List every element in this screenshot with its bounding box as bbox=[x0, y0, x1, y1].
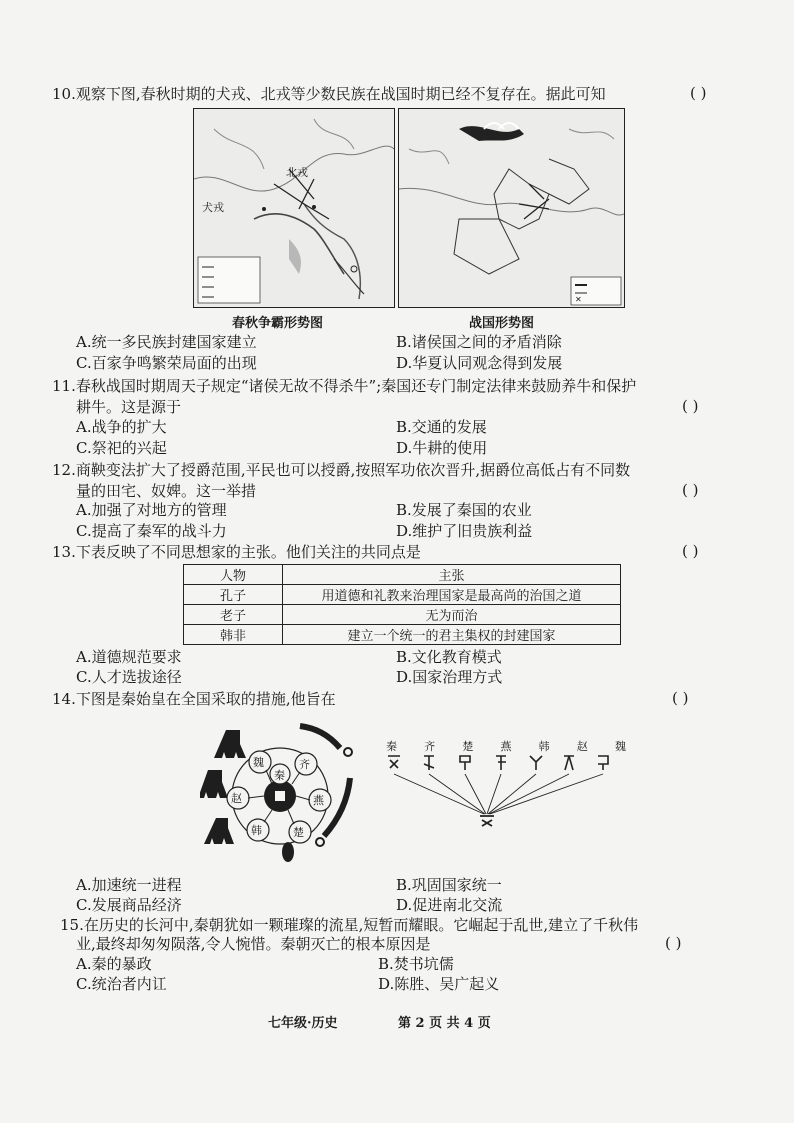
table-row bbox=[184, 605, 621, 625]
knife-coin-icon bbox=[300, 726, 340, 748]
q13-answer-paren: ( ) bbox=[682, 542, 699, 560]
q11-option-c: C.祭祀的兴起 bbox=[76, 439, 167, 457]
q13-option-b: B.文化教育模式 bbox=[396, 648, 502, 666]
q12-answer-paren: ( ) bbox=[682, 481, 699, 499]
map-warring-states bbox=[398, 108, 625, 308]
coin-diagram-drawing bbox=[200, 718, 360, 868]
spade-coin-icon bbox=[214, 730, 246, 758]
q10-option-a: A.统一多民族封建国家建立 bbox=[76, 333, 257, 351]
table-cell: 无为而治 bbox=[283, 605, 621, 625]
q11-option-b: B.交通的发展 bbox=[396, 418, 487, 436]
q12-option-a: A.加强了对地方的管理 bbox=[76, 501, 227, 519]
table-header-row bbox=[184, 565, 621, 585]
q10-answer-paren: ( ) bbox=[690, 84, 707, 102]
q15-answer-paren: ( ) bbox=[665, 934, 682, 952]
map-label-quanrong: 犬戎 bbox=[202, 201, 224, 214]
coin-state-label: 魏 bbox=[253, 756, 264, 769]
q14-option-b: B.巩固国家统一 bbox=[396, 876, 502, 894]
script-state-label: 韩 bbox=[538, 740, 550, 753]
table-cell: 老子 bbox=[184, 605, 283, 625]
q12-option-d: D.维护了旧贵族利益 bbox=[396, 522, 533, 540]
script-state-label: 楚 bbox=[462, 740, 474, 753]
coin-state-label: 赵 bbox=[231, 792, 242, 805]
q12-stem-line2: 量的田宅、奴婢。这一举措 bbox=[76, 482, 257, 500]
q10-stem: 10.观察下图,春秋时期的犬戎、北戎等少数民族在战国时期已经不复存在。据此可知 bbox=[52, 85, 606, 103]
q11-answer-paren: ( ) bbox=[682, 397, 699, 415]
footer-page-number: 第 2 页 共 4 页 bbox=[398, 1016, 491, 1031]
map2-caption: 战国形势图 bbox=[469, 316, 535, 331]
q13-option-d: D.国家治理方式 bbox=[396, 668, 503, 686]
q15-option-b: B.焚书坑儒 bbox=[378, 955, 454, 973]
q13-option-a: A.道德规范要求 bbox=[76, 648, 182, 666]
script-state-label: 秦 bbox=[386, 740, 397, 753]
table-header-cell: 人物 bbox=[184, 565, 283, 585]
map-spring-autumn bbox=[193, 108, 395, 308]
script-unification-diagram bbox=[386, 738, 626, 828]
coin-state-label: 齐 bbox=[299, 758, 310, 771]
script-state-label: 齐 bbox=[424, 740, 436, 753]
table-row bbox=[184, 585, 621, 605]
map1-caption: 春秋争霸形势图 bbox=[232, 316, 324, 331]
table-cell: 韩非 bbox=[184, 625, 283, 645]
map-warring-states-drawing bbox=[399, 109, 624, 307]
q11-stem-line2: 耕牛。这是源于 bbox=[76, 398, 182, 416]
ancient-character-glyphs bbox=[388, 756, 608, 770]
map-label-beirong: 北戎 bbox=[286, 166, 308, 179]
q10-option-d: D.华夏认同观念得到发展 bbox=[396, 354, 563, 372]
q14-stem: 14.下图是秦始皇在全国采取的措施,他旨在 bbox=[52, 690, 336, 708]
q14-option-d: D.促进南北交流 bbox=[396, 896, 503, 914]
q14-option-a: A.加速统一进程 bbox=[76, 876, 182, 894]
table-cell: 孔子 bbox=[184, 585, 283, 605]
coin-state-label: 秦 bbox=[274, 769, 285, 782]
table-header-cell: 主张 bbox=[283, 565, 621, 585]
map-spring-autumn-drawing bbox=[194, 109, 394, 307]
q12-option-b: B.发展了秦国的农业 bbox=[396, 501, 532, 519]
svg-text:✕: ✕ bbox=[575, 295, 582, 304]
q13-stem: 13.下表反映了不同思想家的主张。他们关注的共同点是 bbox=[52, 543, 421, 561]
script-state-label: 魏 bbox=[614, 740, 626, 753]
q14-answer-paren: ( ) bbox=[672, 689, 689, 707]
table-cell: 用道德和礼教来治理国家是最高尚的治国之道 bbox=[283, 585, 621, 605]
q12-stem: 12.商鞅变法扩大了授爵范围,平民也可以授爵,按照军功依次晋升,据爵位高低占有不同数 bbox=[52, 461, 631, 479]
q15-option-d: D.陈胜、吴广起义 bbox=[378, 975, 500, 993]
table-row bbox=[184, 625, 621, 645]
q15-option-a: A.秦的暴政 bbox=[76, 955, 152, 973]
q11-option-a: A.战争的扩大 bbox=[76, 418, 167, 436]
script-variants-drawing bbox=[386, 752, 626, 828]
q14-option-c: C.发展商品经济 bbox=[76, 896, 182, 914]
coin-state-label: 韩 bbox=[251, 824, 262, 837]
thinkers-table bbox=[183, 564, 621, 645]
ant-nose-coin-icon bbox=[282, 842, 294, 862]
q10-option-b: B.诸侯国之间的矛盾消除 bbox=[396, 333, 562, 351]
coin-state-label: 燕 bbox=[313, 794, 324, 807]
q12-option-c: C.提高了秦军的战斗力 bbox=[76, 522, 227, 540]
table-cell: 建立一个统一的君主集权的封建国家 bbox=[283, 625, 621, 645]
coin-state-label: 楚 bbox=[293, 826, 304, 839]
q13-option-c: C.人才选拔途径 bbox=[76, 668, 182, 686]
q15-stem-line2: 业,最终却匆匆陨落,令人惋惜。秦朝灭亡的根本原因是 bbox=[76, 935, 431, 953]
spade-coin-icon bbox=[200, 770, 228, 798]
spade-coin-icon bbox=[204, 818, 234, 844]
convergence-lines bbox=[394, 774, 603, 814]
script-state-label: 赵 bbox=[576, 740, 588, 753]
q11-option-d: D.牛耕的使用 bbox=[396, 439, 488, 457]
q11-stem: 11.春秋战国时期周天子规定“诸侯无故不得杀牛”;秦国还专门制定法律来鼓励养牛和保护 bbox=[52, 377, 637, 395]
xiaozhuan-glyph bbox=[480, 816, 494, 826]
footer-grade-subject: 七年级·历史 bbox=[268, 1016, 338, 1031]
q15-option-c: C.统治者内讧 bbox=[76, 975, 167, 993]
currency-unification-diagram bbox=[200, 718, 360, 868]
script-state-label: 燕 bbox=[500, 740, 512, 753]
q15-stem: 15.在历史的长河中,秦朝犹如一颗璀璨的流星,短暂而耀眼。它崛起于乱世,建立了千秋伟 bbox=[60, 916, 639, 934]
q10-option-c: C.百家争鸣繁荣局面的出现 bbox=[76, 354, 257, 372]
